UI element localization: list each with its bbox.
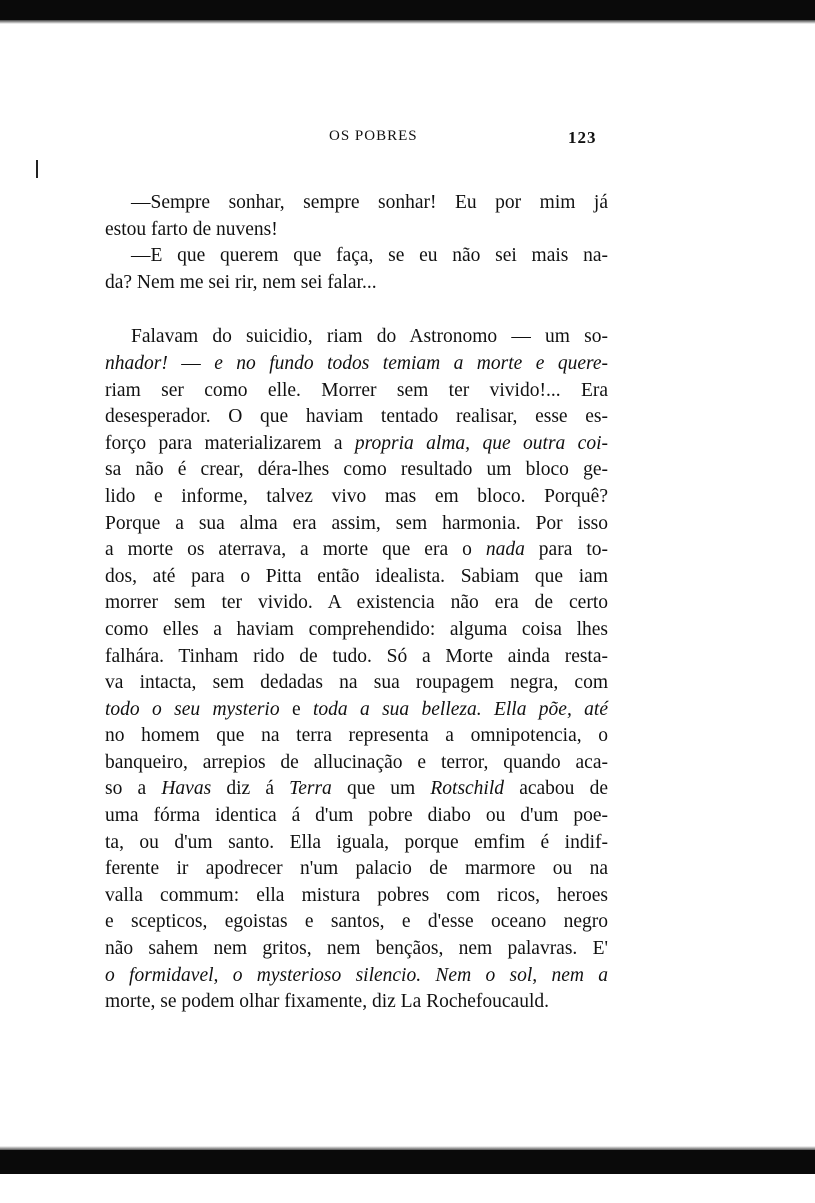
text-line xyxy=(105,723,608,750)
text-run: e xyxy=(279,698,313,720)
text-run: va intacta, sem dedadas na sua roupagem negra, com xyxy=(105,672,608,694)
text-run: e scepticos, egoistas e santos, e d'esse oceano negro xyxy=(105,911,608,933)
text-run: ferente ir apodrecer n'um palacio de marmore ou na xyxy=(105,858,608,880)
text-run: dos, até para o Pitta então idealista. Sabiam que iam xyxy=(105,565,608,587)
text-line xyxy=(105,404,608,431)
text-line xyxy=(105,378,608,405)
text-line xyxy=(105,909,608,936)
italic-text: Rotschild xyxy=(430,778,505,800)
text-run: sa não é crear, déra-lhes como resultado um bloco ge- xyxy=(105,459,608,481)
text-run: so a xyxy=(105,778,162,800)
text-run: acabou de xyxy=(504,778,608,800)
text-run: —Sempre sonhar, sempre sonhar! Eu por mim já xyxy=(131,192,608,213)
text-line xyxy=(105,617,608,644)
text-line xyxy=(105,457,608,484)
running-title: OS POBRES xyxy=(329,128,418,144)
text-run: — xyxy=(167,352,215,374)
text-run: morrer sem ter vivido. A existencia não era de certo xyxy=(105,592,608,614)
page-number: 123 xyxy=(568,128,597,147)
text-line xyxy=(105,776,608,803)
text-run: para to- xyxy=(524,539,608,561)
text-line xyxy=(105,883,608,910)
text-run: uma fórma identica á d'um pobre diabo ou d'um poe- xyxy=(105,805,608,827)
italic-text: propria alma, que outra coi- xyxy=(354,432,608,454)
italic-text: Terra xyxy=(289,778,332,800)
italic-text: nhador! xyxy=(105,352,168,374)
text-line xyxy=(105,243,608,270)
paragraph xyxy=(105,324,608,1015)
scan-border-bottom xyxy=(0,1150,815,1174)
italic-text: Havas xyxy=(161,778,212,800)
italic-text: e no fundo todos temiam a morte e quere- xyxy=(214,352,608,374)
text-line xyxy=(105,936,608,963)
text-run: diz á xyxy=(211,778,290,800)
text-run: no homem que na terra representa a omnipotencia, o xyxy=(105,725,608,747)
italic-text: toda a sua belleza. Ella põe, até xyxy=(312,698,609,720)
text-run: riam ser como elle. Morrer sem ter vivido!... Era xyxy=(105,379,608,401)
text-line xyxy=(105,431,608,458)
text-line xyxy=(105,856,608,883)
text-run: ta, ou d'um santo. Ella iguala, porque emfim é indif- xyxy=(105,831,608,853)
text-line xyxy=(105,351,608,378)
text-line xyxy=(105,484,608,511)
text-line xyxy=(105,670,608,697)
italic-text: nada xyxy=(485,539,525,561)
text-run: falhára. Tinham rido de tudo. Só a Morte ainda resta- xyxy=(105,645,608,667)
text-line xyxy=(105,511,608,538)
text-line xyxy=(105,324,608,351)
scan-margin-mark xyxy=(36,160,38,178)
text-run: a morte os aterrava, a morte que era o xyxy=(105,539,486,561)
text-line xyxy=(105,590,608,617)
text-run: morte, se podem olhar fixamente, diz La Rochefoucauld. xyxy=(105,991,550,1013)
text-line xyxy=(105,537,608,564)
text-line xyxy=(105,270,608,297)
text-line xyxy=(105,989,608,1016)
text-line xyxy=(105,750,608,777)
text-line xyxy=(105,803,608,830)
text-line xyxy=(105,963,608,990)
scan-border-top xyxy=(0,0,815,20)
text-line xyxy=(105,830,608,857)
scan-border-top-shadow xyxy=(0,20,815,24)
paragraph-gap xyxy=(105,296,608,324)
text-line xyxy=(105,564,608,591)
text-run: da? Nem me sei rir, nem sei falar... xyxy=(105,271,377,293)
text-run: como elles a haviam comprehendido: alguma coisa lhes xyxy=(105,618,608,640)
text-run: Falavam do suicidio, riam do Astronomo — um so- xyxy=(131,326,608,348)
text-run: banqueiro, arrepios de allucinação e terror, quando aca- xyxy=(105,751,608,773)
paragraph xyxy=(105,243,608,296)
italic-text: o formidavel, o mysterioso silencio. Nem o sol, nem a xyxy=(105,964,608,986)
text-run: desesperador. O que haviam tentado realisar, esse es- xyxy=(105,406,608,428)
text-line xyxy=(105,697,608,724)
text-run: forço para materializarem a xyxy=(105,432,355,454)
page-body xyxy=(105,190,608,1016)
text-line xyxy=(105,217,608,244)
text-line xyxy=(105,644,608,671)
paragraph xyxy=(105,190,608,243)
text-run: Porque a sua alma era assim, sem harmonia. Por isso xyxy=(105,512,608,534)
text-run: valla commum: ella mistura pobres com ricos, heroes xyxy=(105,884,608,906)
text-run: —E que querem que faça, se eu não sei mais na- xyxy=(131,245,608,267)
text-run: estou farto de nuvens! xyxy=(105,218,278,240)
text-run: lido e informe, talvez vivo mas em bloco. Porquê? xyxy=(105,485,608,507)
italic-text: todo o seu mysterio xyxy=(105,698,280,720)
text-line xyxy=(105,190,608,217)
text-run: não sahem nem gritos, nem bençãos, nem palavras. E' xyxy=(105,938,608,960)
text-run: que um xyxy=(331,778,431,800)
